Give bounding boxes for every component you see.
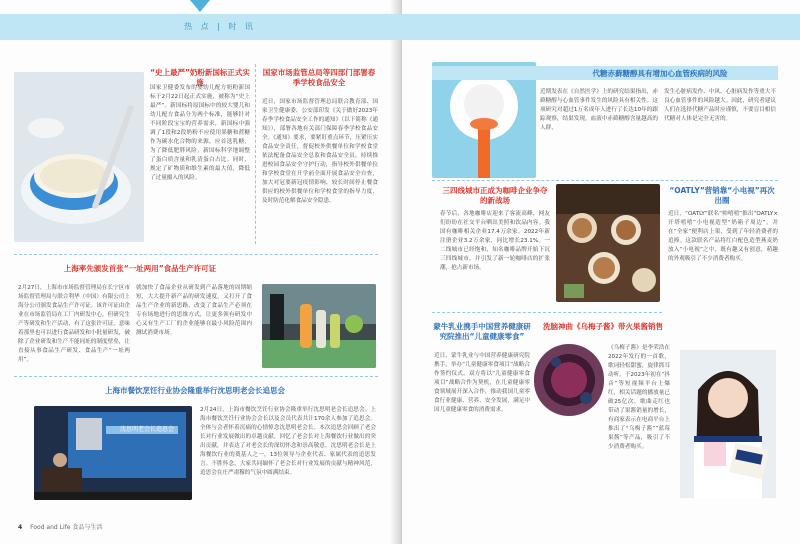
memorial-photo — [34, 406, 192, 500]
article8-title: 蒙牛乳业携手中国营养健康研究院推出“儿童健康零食” — [433, 322, 531, 341]
coffee-cups-photo — [556, 184, 660, 302]
article1-title: “史上最严”奶粉新国标正式实施 — [150, 68, 250, 87]
article5-body-col1: 近期发表在《自然医学》上的研究结果指出，赤藓糖醇与心血管事件发生的风险具有相关性。这项研究对超过1万名成年人进行了长达10年的跟踪观察，结果发现，血液中赤藓糖醇含量越高的人群， — [540, 89, 658, 131]
lab-bottles-photo — [262, 284, 376, 368]
header-notch — [190, 0, 210, 12]
article9-title: 洗脑神曲《乌梅子酱》带火果酱销售 — [543, 322, 663, 331]
article3-title: 上海率先颁发首张“一址两用”食品生产许可证 — [63, 264, 217, 273]
page-number: 4 — [18, 524, 23, 531]
article1-body: 国家卫健委发布的婴幼儿配方奶粉新国标于2月22日起正式实施，被称为“史上最严”。新国标将原国标中的较大婴儿和幼儿配方食品分为两个标准，能够针对不同阶段宝宝的营养需求，新国标中强调了1段和2段奶粉不应使用果糖和蔗糖作为碳水化合物的来源，应首选乳糖，为了降低肥胖风险，新国标科学地调整了蛋白质含量和乳清蛋白占比。同时，规定了矿物质和维生素的最大值，降低了过量摄入的风险。 — [150, 85, 250, 181]
section-label: 热 点 | 时 讯 — [184, 22, 256, 31]
article3-body-col1: 2月27日，上海市市场监督管理局在长宁区市场监督管理局与联合利华（中国）有限公司上海分公司颁发食品生产许可证。该许可证由企业在市场监管局在工厂内研发中心，但研究生产等研发和生产活动，有了这张许可证，意味着那里也可以进行食品研发和小批量研发，破除了企业研发和生产不能同址的制度壁垒，让直接从事食品生产研发、食品生产“一址两用”。 — [18, 285, 130, 363]
left-page — [0, 0, 398, 544]
article7-title: “OATLY”营销靠“小电视”再次出圈 — [669, 186, 775, 205]
plum-jam-photo — [534, 344, 604, 416]
screen-caption: 沈思明老会长追思会 — [119, 426, 174, 433]
article2-body: 近日，国家市场监督管理总局联合教育部、国家卫生健康委、公安部印发《关于做好2023年春季学校食品安全工作的通知》（以下简称《通知》），部署各地有关部门保障春季学校食品安全。《通知》要求，要紧盯重点环节，压紧压实食品安全责任，督促校外供餐单位和学校食堂依法配备食品安全总监和食品安全员，持续推进校园食品安全守护行动，指导校外供餐单位和学校食堂在开学前全面开展食品安全自查，加大对冠要新冠疫情影响、较长时间停止餐食供应的校外供餐单位和学校食堂的指导力度，及时防范化解食品安全隐患。 — [262, 99, 378, 204]
article2-title: 国家市场监管总局等四部门部署春季学校食品安全 — [262, 68, 376, 87]
footer-brand: Food and Life 食品与生活 — [30, 524, 103, 531]
article6-title: 三四线城市正成为咖啡企业争夺的新战场 — [442, 186, 548, 205]
article9-body: 《乌梅子酱》是李荣浩在2022年发行的一首歌，歌词轻松甜蜜，旋律抓耳动听。于2023年初在“抖音”等短视频平台上爆红，相关话题的播放量已破25亿次。歌曲走红也带动了果酱销量的增长，有商家表示在电商平台上推出了“乌梅子酱”“蓝莓果酱”等产品，吸引了不少消费者购买。 — [608, 345, 670, 450]
article5-title: 代糖赤藓糖醇具有增加心血管疾病的风险 — [592, 69, 728, 78]
article8-body: 近日，蒙牛乳业与中国营养健康研究院携手，举办“儿童健康零食项目”战略合作签约仪式。双方将以“儿童健康零食项目”战略合作为契机，在儿童健康零食领域展开深入合作，推动我国儿童零食行业健康、营养、安全发展，满足中国儿童健康零食的消费需求。 — [434, 353, 530, 413]
article7-body: 近日，“OATLY”联名“帅嘻嘻”推出“OATLY×开塔嘻嘻”小电视造型“奶箱子周边”，并在“全家”便利店上架，受到了年轻消费者的追捧。这款联名产品将红白配色造型燕麦奶放入“小电视”之中，既有趣又有创意，萌趣的外观吸引了不少消费者购买。 — [668, 211, 778, 262]
article4-body: 2月24日，上海市餐饮烹饪行业协会隆重举行沈思明老会长追思会。上海市餐饮烹饪行业协会会长以及会员代表共计170余人参加了追思会。全体与会者怀着沉痛的心情悼念沈思明老会长。本次追思会回顾了老会长对行业发展做出的卓越贡献，回忆了老会长对上海餐饮行业做出的突出贡献，并表达了对老会长的深切怀念和崇高敬意。沈思明老会长是上海餐饮行业的奠基人之一，13位领导与企业代表、家属代表的追思发言。不胜怀念，大家共同缅怀了老会长对行业发展的贡献与精神风范，追思会在庄严肃穆的气氛中圆满结束。 — [200, 407, 376, 476]
milk-powder-photo — [14, 72, 144, 242]
page-footer — [18, 522, 102, 531]
article3-body-col2: 就加快了食品企业从研发到产品落地的周期缩短，大大提升新产品的研发速度。又打开了食品生产企业的新思路，改变了食品生产必须在专有场地进行的思维方式，让更多领有研发中心又有生产工厂的企业能够在最小风险范围内测试消费市场。 — [136, 285, 252, 336]
section-header-band — [0, 14, 800, 40]
article5-body-col2: 发生心脏病发作、中风、心脏病发作等重大不良心血管事件的风险越大。因此，研究者建议人们在选择代糖产品时应谨慎，不要盲目相信代糖对人体是完全无害的。 — [664, 89, 776, 122]
oatly-girl-photo — [680, 350, 776, 498]
article6-body: 春节后，各地咖啡店迎来了客流高峰，网友们纷纷在社交平台晒出美照和饮品内容。我国有咖啡相关企业17.4万余家，2022年新注册企业3.2万余家，同比增长23.1%。一二线城市已经饱和，知名咖啡品牌开始下沉三四线城市，并引发了新一轮咖啡店的扩张潮，抢占新市场。 — [440, 211, 550, 271]
article4-title: 上海市餐饮烹饪行业协会隆重举行沈思明老会长追思会 — [105, 386, 285, 395]
